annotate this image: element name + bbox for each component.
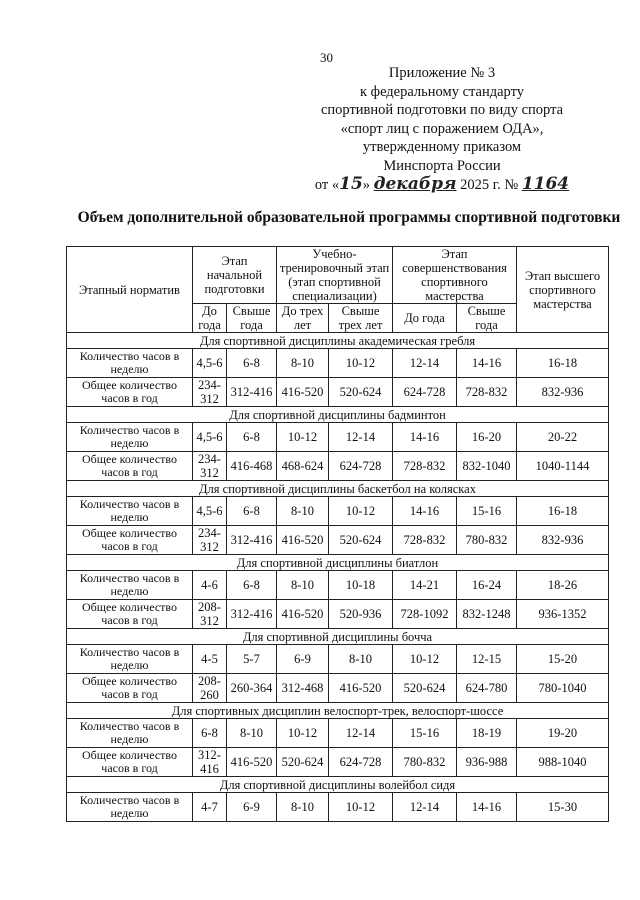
table-cell: 520-624 [329,526,393,555]
table-cell: 520-624 [393,674,457,703]
table-cell: 312-468 [277,674,329,703]
table-cell: 624-780 [457,674,517,703]
table-cell: 14-16 [457,793,517,822]
page-number: 30 [320,50,333,65]
table-row [67,600,609,629]
table-cell: 15-30 [517,793,609,822]
row-label-yearly: Общее количество часов в год [67,748,193,777]
table-row [67,378,609,407]
section-title: Для спортивных дисциплин велоспорт-трек, велоспорт-шоссе [67,703,609,719]
section-title: Для спортивной дисциплины бадминтон [67,407,609,423]
table-cell: 4,5-6 [193,423,227,452]
section-title: Для спортивной дисциплины биатлон [67,555,609,571]
table-cell: 780-832 [457,526,517,555]
table-cell: 728-832 [393,452,457,481]
header-stage-higher: Этап высшего спортивного мастерства [517,247,609,333]
order-line [297,175,587,195]
table-cell: 1040-1144 [517,452,609,481]
table-cell: 4-7 [193,793,227,822]
table-cell: 8-10 [227,719,277,748]
table-cell: 416-520 [329,674,393,703]
table-cell: 624-728 [393,378,457,407]
table-cell: 416-520 [227,748,277,777]
order-prefix: от « [314,177,340,193]
table-cell: 520-936 [329,600,393,629]
order-year: 2025 г. № [460,177,519,193]
table-cell: 16-18 [517,349,609,378]
table-cell: 12-14 [393,349,457,378]
appendix-line: Приложение № 3 [388,65,496,81]
table-cell: 6-8 [227,349,277,378]
table-cell: 19-20 [517,719,609,748]
table-cell: 10-12 [393,645,457,674]
row-label-weekly: Количество часов в неделю [67,645,193,674]
table-cell: 15-16 [457,497,517,526]
appendix-block [297,64,587,195]
section-title: Для спортивной дисциплины волейбол сидя [67,777,609,793]
appendix-line: «спорт лиц с поражением ОДА», [340,120,544,137]
table-cell: 16-20 [457,423,517,452]
table-cell: 10-18 [329,571,393,600]
table-cell: 14-21 [393,571,457,600]
document-title: Объем дополнительной образовательной программы спортивной подготовки [77,209,621,226]
table-cell: 16-18 [517,497,609,526]
table-cell: 780-1040 [517,674,609,703]
table-cell: 520-624 [329,378,393,407]
order-number: 1164 [521,174,570,194]
table-cell: 988-1040 [517,748,609,777]
table-cell: 8-10 [277,793,329,822]
table-row [67,349,609,378]
table-cell: 728-832 [393,526,457,555]
table-cell: 8-10 [277,571,329,600]
row-label-yearly: Общее количество часов в год [67,674,193,703]
table-cell: 6-8 [193,719,227,748]
table-row [67,571,609,600]
section-title: Для спортивной дисциплины баскетбол на колясках [67,481,609,497]
header-stage-training: Учебно-тренировочный этап (этап спортивной специализации) [277,247,393,304]
table-cell: 4,5-6 [193,497,227,526]
header-sub: Свыше года [227,304,277,333]
order-day: 15 [339,174,363,194]
table-cell: 6-9 [227,793,277,822]
section-title: Для спортивной дисциплины бочча [67,629,609,645]
table-cell: 6-8 [227,571,277,600]
table-row [67,674,609,703]
appendix-line: к федеральному стандарту [360,83,524,100]
table-cell: 6-9 [277,645,329,674]
table-cell: 14-16 [393,497,457,526]
table-cell: 14-16 [393,423,457,452]
table-cell: 312-416 [227,526,277,555]
table-row [67,793,609,822]
table-cell: 208-260 [193,674,227,703]
table-cell: 234-312 [193,452,227,481]
row-label-yearly: Общее количество часов в год [67,526,193,555]
table-cell: 832-1040 [457,452,517,481]
table-cell: 936-988 [457,748,517,777]
header-sub: До трех лет [277,304,329,333]
order-mid: » [362,177,371,193]
header-sub: До года [393,304,457,333]
row-label-weekly: Количество часов в неделю [67,793,193,822]
table-cell: 234-312 [193,378,227,407]
table-cell: 12-14 [393,793,457,822]
table-cell: 832-1248 [457,600,517,629]
table-cell: 260-364 [227,674,277,703]
table-row [67,719,609,748]
table-cell: 416-520 [277,526,329,555]
table-cell: 520-624 [277,748,329,777]
table-cell: 10-12 [329,793,393,822]
table-cell: 832-936 [517,378,609,407]
table-cell: 832-936 [517,526,609,555]
table-cell: 8-10 [277,349,329,378]
table-cell: 16-24 [457,571,517,600]
table-row [67,497,609,526]
appendix-line: Минспорта России [383,157,501,174]
table-cell: 20-22 [517,423,609,452]
table-row [67,748,609,777]
table-cell: 780-832 [393,748,457,777]
table-cell: 18-19 [457,719,517,748]
header-sub: До года [193,304,227,333]
row-label-yearly: Общее количество часов в год [67,452,193,481]
table-cell: 4,5-6 [193,349,227,378]
table-cell: 4-5 [193,645,227,674]
table-cell: 14-16 [457,349,517,378]
table-cell: 312-416 [227,600,277,629]
table-cell: 6-8 [227,423,277,452]
table-cell: 15-20 [517,645,609,674]
table-cell: 416-520 [277,378,329,407]
table-cell: 12-15 [457,645,517,674]
table-cell: 208-312 [193,600,227,629]
table-row [67,645,609,674]
table-cell: 4-6 [193,571,227,600]
row-label-weekly: Количество часов в неделю [67,349,193,378]
table-cell: 10-12 [329,497,393,526]
row-label-yearly: Общее количество часов в год [67,600,193,629]
section-title: Для спортивной дисциплины академическая гребля [67,333,609,349]
table-cell: 728-1092 [393,600,457,629]
table-cell: 728-832 [457,378,517,407]
table-cell: 8-10 [277,497,329,526]
table-cell: 12-14 [329,719,393,748]
row-label-yearly: Общее количество часов в год [67,378,193,407]
volume-table [66,246,609,822]
table-cell: 12-14 [329,423,393,452]
header-sub: Свыше года [457,304,517,333]
table-cell: 10-12 [277,423,329,452]
table-cell: 10-12 [329,349,393,378]
table-cell: 10-12 [277,719,329,748]
order-month: декабря [373,174,457,194]
table-cell: 624-728 [329,748,393,777]
row-label-weekly: Количество часов в неделю [67,571,193,600]
appendix-line: спортивной подготовки по виду спорта [320,102,564,118]
header-sub: Свыше трех лет [329,304,393,333]
table-cell: 416-520 [277,600,329,629]
table-cell: 936-1352 [517,600,609,629]
table-cell: 15-16 [393,719,457,748]
row-label-weekly: Количество часов в неделю [67,423,193,452]
table-cell: 416-468 [227,452,277,481]
table-cell: 8-10 [329,645,393,674]
table-cell: 5-7 [227,645,277,674]
header-stage-initial: Этап начальной подготовки [193,247,277,304]
table-cell: 312-416 [227,378,277,407]
table-cell: 312-416 [193,748,227,777]
table-cell: 468-624 [277,452,329,481]
header-stage-improvement: Этап совершенствования спортивного мастерства [393,247,517,304]
table-cell: 624-728 [329,452,393,481]
table-cell: 6-8 [227,497,277,526]
table-row [67,423,609,452]
table-cell: 18-26 [517,571,609,600]
row-label-weekly: Количество часов в неделю [67,719,193,748]
table-row [67,526,609,555]
appendix-line: утвержденному приказом [362,139,522,155]
table-row [67,452,609,481]
row-label-weekly: Количество часов в неделю [67,497,193,526]
table-cell: 234-312 [193,526,227,555]
header-normative: Этапный норматив [67,247,193,333]
